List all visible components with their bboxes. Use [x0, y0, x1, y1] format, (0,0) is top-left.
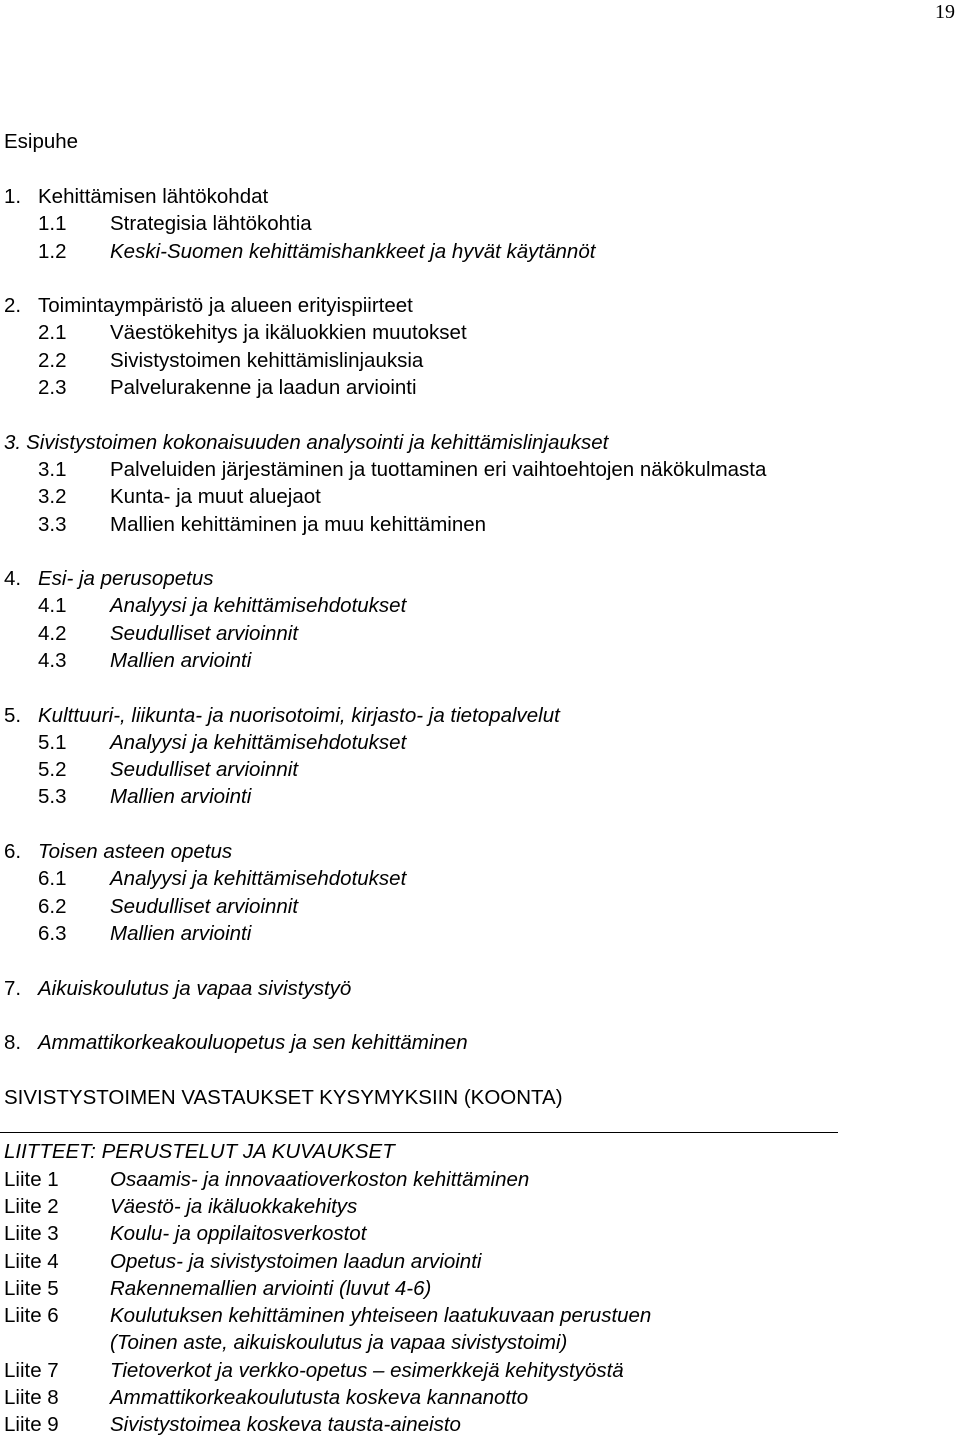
toc-section — [4, 838, 954, 865]
toc-subsection-number: 6.2 — [38, 894, 67, 918]
toc-subsection-title: Strategisia lähtökohtia — [110, 212, 312, 236]
toc-subsection-title: Mallien arviointi — [110, 785, 252, 809]
toc-subsection-number: 4.1 — [38, 594, 67, 618]
toc-subsection-title: Mallien arviointi — [110, 921, 252, 945]
toc-subsection-title: Palvelurakenne ja laadun arviointi — [110, 376, 417, 400]
summary-heading: SIVISTYSTOIMEN VASTAUKSET KYSYMYKSIIN (KOONTA) — [4, 1085, 563, 1109]
toc-subsection — [4, 347, 954, 374]
appendix-title: Osaamis- ja innovaatioverkoston kehittäminen — [110, 1167, 530, 1191]
toc-section-number: 8. — [4, 1031, 22, 1055]
toc-section-number: 6. — [4, 840, 22, 864]
toc-section — [4, 183, 954, 210]
appendix-title: Ammattikorkeakoulutusta koskeva kannanotto — [110, 1386, 529, 1409]
toc-section-number: 3. — [4, 430, 22, 454]
toc-section-title: Aikuiskoulutus ja vapaa sivistystyö — [38, 976, 352, 1000]
divider-spacer — [4, 1111, 954, 1138]
toc-section — [4, 702, 954, 729]
toc-section-title: Kulttuuri-, liikunta- ja nuorisotoimi, kirjasto- ja tietopalvelut — [38, 703, 560, 727]
toc-subsection — [4, 620, 954, 647]
toc-section-title: Kehittämisen lähtökohdat — [38, 184, 269, 208]
toc-subsection-title: Seudulliset arvioinnit — [110, 758, 299, 782]
toc-section-number: 2. — [4, 294, 22, 318]
toc-section-title: Esi- ja perusopetus — [38, 567, 214, 591]
appendix-label: Liite 5 — [4, 1276, 59, 1300]
toc-subsection-title: Väestökehitys ja ikäluokkien muutokset — [110, 321, 467, 345]
toc-subsection-title: Mallien arviointi — [110, 648, 252, 672]
appendix-item — [4, 1220, 954, 1247]
toc-subsection-title: Kunta- ja muut aluejaot — [110, 485, 321, 509]
appendix-item — [4, 1302, 954, 1329]
toc-subsection-number: 3.2 — [38, 485, 67, 509]
appendix-item — [4, 1411, 954, 1438]
toc-subsection-number: 6.3 — [38, 921, 67, 945]
appendix-note: (Toinen aste, aikuiskoulutus ja vapaa sivistystoimi) — [110, 1331, 568, 1355]
toc-section-title: Toisen asteen opetus — [38, 840, 233, 864]
appendix-item — [4, 1166, 954, 1193]
appendix-label: Liite 6 — [4, 1304, 59, 1328]
toc-subsection-title: Seudulliset arvioinnit — [110, 621, 299, 645]
toc-subsection — [4, 374, 954, 401]
toc-section-title: Ammattikorkeakouluopetus ja sen kehittäminen — [38, 1031, 468, 1055]
appendix-title: Tietoverkot ja verkko-opetus – esimerkkejä kehitystyöstä — [110, 1358, 624, 1382]
toc-subsection — [4, 729, 954, 756]
toc-subsection-number: 1.2 — [38, 239, 67, 263]
toc-section-title: Sivistystoimen kokonaisuuden analysointi ja kehittämislinjaukset — [26, 430, 609, 454]
appendix-title: Sivistystoimea koskeva tausta-aineisto — [110, 1413, 461, 1437]
toc-subsection-title: Mallien kehittäminen ja muu kehittäminen — [110, 512, 487, 536]
toc-subsection-title: Keski-Suomen kehittämishankkeet ja hyvät käytännöt — [110, 239, 596, 263]
appendix-item — [4, 1193, 954, 1220]
toc-subsection-number: 4.3 — [38, 648, 67, 672]
appendix-item — [4, 1275, 954, 1302]
toc-subsection-number: 3.3 — [38, 512, 67, 536]
toc-section — [4, 292, 954, 319]
toc-section — [4, 565, 954, 592]
toc-subsection — [4, 865, 954, 892]
toc-subsection-number: 5.1 — [38, 730, 67, 754]
toc-section-title: Toimintaympäristö ja alueen erityispiirteet — [38, 294, 413, 318]
toc-section — [4, 1029, 954, 1056]
appendix-label: Liite 2 — [4, 1194, 59, 1218]
table-of-contents — [4, 128, 954, 1438]
preface-heading: Esipuhe — [4, 130, 79, 154]
appendix-title: Rakennemallien arviointi (luvut 4-6) — [110, 1276, 432, 1300]
toc-subsection-title: Analyysi ja kehittämisehdotukset — [110, 867, 407, 891]
toc-subsection-number: 5.2 — [38, 758, 67, 782]
toc-subsection — [4, 210, 954, 237]
toc-subsection-title: Seudulliset arvioinnit — [110, 894, 299, 918]
toc-subsection-number: 2.3 — [38, 376, 67, 400]
toc-subsection-number: 3.1 — [38, 457, 67, 481]
appendix-title: Koulutuksen kehittäminen yhteiseen laatukuvaan perustuen — [110, 1304, 652, 1328]
toc-subsection-number: 2.1 — [38, 321, 67, 345]
appendix-label: Liite 3 — [4, 1222, 59, 1246]
toc-subsection — [4, 483, 954, 510]
toc-subsection — [4, 456, 954, 483]
appendix-title: Opetus- ja sivistystoimen laadun arviointi — [110, 1249, 482, 1273]
toc-subsection-title: Analyysi ja kehittämisehdotukset — [110, 594, 407, 618]
toc-subsection — [4, 238, 954, 265]
toc-subsection — [4, 592, 954, 619]
appendix-item — [4, 1384, 954, 1411]
appendix-label: Liite 8 — [4, 1386, 59, 1409]
page-number: 19 — [935, 1, 955, 23]
toc-subsection — [4, 920, 954, 947]
toc-subsection-title: Analyysi ja kehittämisehdotukset — [110, 730, 407, 754]
toc-subsection-number: 6.1 — [38, 867, 67, 891]
toc-section-number: 1. — [4, 184, 22, 208]
appendix-item — [4, 1357, 954, 1384]
appendix-title: Väestö- ja ikäluokkakehitys — [110, 1194, 358, 1218]
toc-subsection-title: Palveluiden järjestäminen ja tuottaminen eri vaihtoehtojen näkökulmasta — [110, 457, 767, 481]
toc-subsection-number: 1.1 — [38, 212, 67, 236]
toc-section — [4, 429, 954, 456]
toc-subsection — [4, 783, 954, 810]
horizontal-divider — [0, 1132, 838, 1133]
appendix-item — [4, 1248, 954, 1275]
appendices-heading: LIITTEET: PERUSTELUT JA KUVAUKSET — [4, 1140, 395, 1164]
toc-subsection — [4, 893, 954, 920]
toc-section-number: 7. — [4, 976, 22, 1000]
appendix-label: Liite 7 — [4, 1358, 59, 1382]
appendix-title: Koulu- ja oppilaitosverkostot — [110, 1222, 367, 1246]
toc-subsection — [4, 511, 954, 538]
toc-section-number: 4. — [4, 567, 22, 591]
toc-subsection — [4, 756, 954, 783]
toc-subsection-number: 5.3 — [38, 785, 67, 809]
toc-section-number: 5. — [4, 703, 22, 727]
toc-subsection-title: Sivistystoimen kehittämislinjauksia — [110, 348, 424, 372]
toc-subsection — [4, 319, 954, 346]
toc-section — [4, 975, 954, 1002]
toc-subsection-number: 4.2 — [38, 621, 67, 645]
appendix-label: Liite 4 — [4, 1249, 59, 1273]
appendix-label: Liite 9 — [4, 1413, 59, 1437]
appendix-label: Liite 1 — [4, 1167, 59, 1191]
toc-subsection — [4, 647, 954, 674]
toc-subsection-number: 2.2 — [38, 348, 67, 372]
